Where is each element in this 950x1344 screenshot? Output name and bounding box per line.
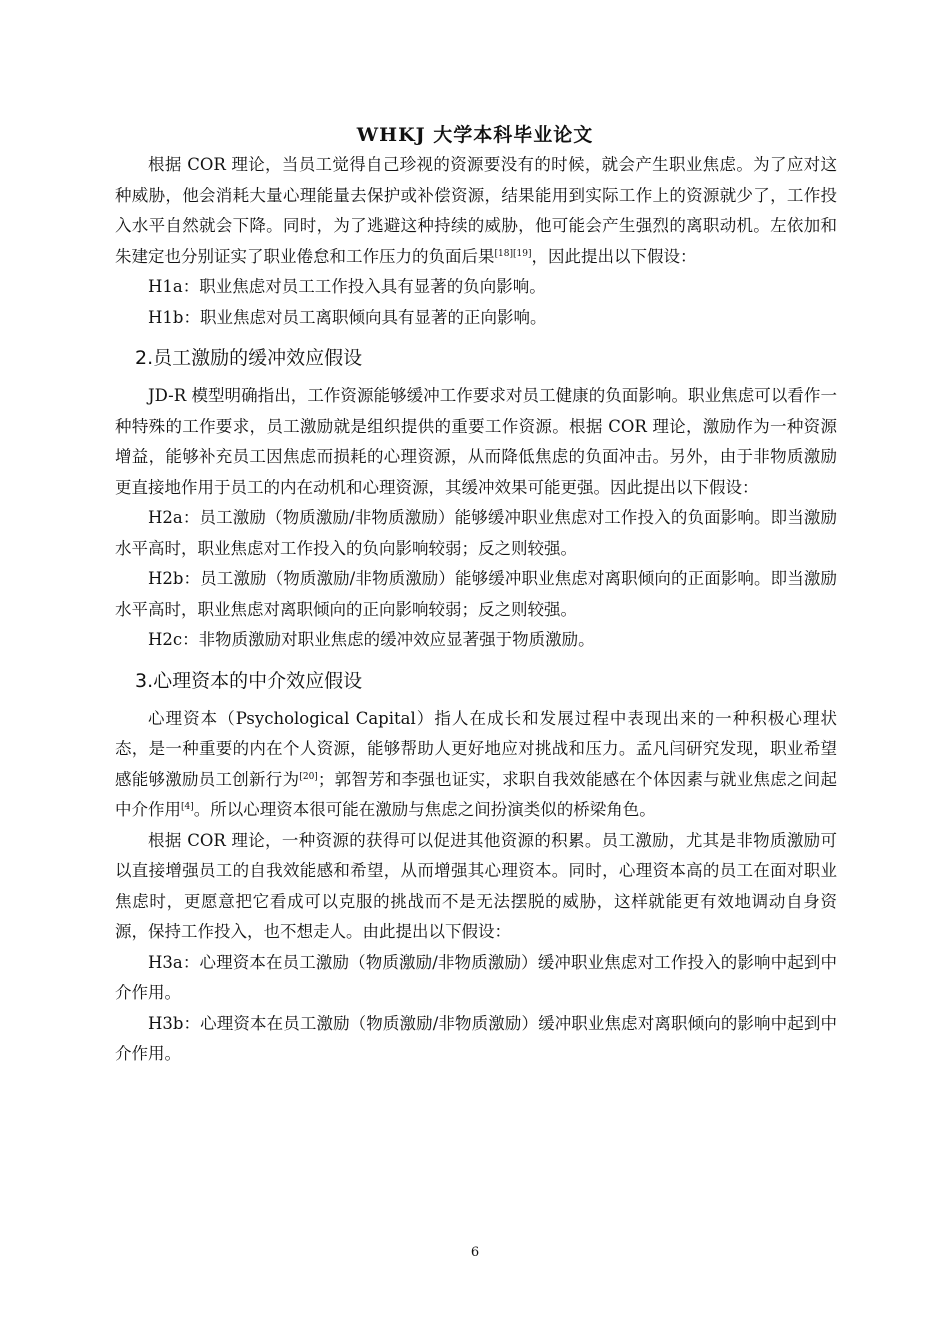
- hypothesis-h2b: H2b：员工激励（物质激励/非物质激励）能够缓冲职业焦虑对离职倾向的正面影响。即当激励水平高时，职业焦虑对离职倾向的正向影响较弱；反之则较强。: [115, 569, 837, 619]
- paragraph-text: 根据 COR 理论，当员工觉得自己珍视的资源要没有的时候，就会产生职业焦虑。为了应对这种威胁，他会消耗大量心理能量去保护或补偿资源，结果能用到实际工作上的资源就少了，工作投入水平自然就会下降。同时，为了逃避这种持续的威胁，他可能会产生强烈的离职动机。左依加和朱建定也分别证实了职业倦怠和工作压力的负面后果: [115, 155, 837, 266]
- page-header: WHKJ 大学本科毕业论文: [356, 124, 594, 146]
- paragraph-text: 。所以心理资本很可能在激励与焦虑之间扮演类似的桥梁角色。: [193, 800, 656, 819]
- paragraph-jdr-model: JD-R 模型明确指出，工作资源能够缓冲工作要求对员工健康的负面影响。职业焦虑可以看作一种特殊的工作要求，员工激励就是组织提供的重要工作资源。根据 COR 理论，激励作为一种资源增益，能够补充员工因焦虑而损耗的心理资源，从而降低焦虑的负面冲击。另外，由于非物质激励更直接地作用于员工的内在动机和心理资源，其缓冲效果可能更强。因此提出以下假设：: [115, 386, 837, 497]
- paragraph-cor-resources: 根据 COR 理论，一种资源的获得可以促进其他资源的积累。员工激励，尤其是非物质激励可以直接增强员工的自我效能感和希望，从而增强其心理资本。同时，心理资本高的员工在面对职业焦虑时，更愿意把它看成可以克服的挑战而不是无法摆脱的威胁，这样就能更有效地调动自身资源，保持工作投入，也不想走人。由此提出以下假设：: [115, 830, 837, 941]
- document-body: [115, 150, 837, 1070]
- section-heading-2: 2.员工激励的缓冲效应假设: [135, 347, 363, 369]
- section-heading-3: 3.心理资本的中介效应假设: [135, 669, 363, 692]
- paragraph-text: ，因此提出以下假设：: [531, 246, 697, 266]
- citation-ref: [18][19]: [494, 248, 532, 259]
- hypothesis-h3b: H3b：心理资本在员工激励（物质激励/非物质激励）缓冲职业焦虑对离职倾向的影响中起到中介作用。: [115, 1013, 837, 1063]
- hypothesis-h3a: H3a：心理资本在员工激励（物质激励/非物质激励）缓冲职业焦虑对工作投入的影响中起到中介作用。: [115, 952, 837, 1002]
- citation-ref: [20]: [299, 771, 318, 782]
- hypothesis-h1b: H1b：职业焦虑对员工离职倾向具有显著的正向影响。: [148, 307, 547, 327]
- page-number: 6: [470, 1245, 480, 1260]
- citation-ref: [4]: [181, 802, 194, 812]
- hypothesis-h2a: H2a：员工激励（物质激励/非物质激励）能够缓冲职业焦虑对工作投入的负面影响。即当激励水平高时，职业焦虑对工作投入的负向影响较弱；反之则较强。: [115, 508, 837, 558]
- paragraph-text: ；郭智芳和李强也证实，求职自我效能感在个体因素与就业焦虑之间起中介作用: [115, 769, 838, 819]
- hypothesis-h1a: H1a：职业焦虑对员工工作投入具有显著的负向影响。: [148, 277, 546, 296]
- paragraph-cor-anxiety: [115, 150, 837, 272]
- hypothesis-h2c: H2c：非物质激励对职业焦虑的缓冲效应显著强于物质激励。: [148, 630, 595, 649]
- paragraph-text: 心理资本（Psychological Capital）指人在成长和发展过程中表现出来的一种积极心理状态，是一种重要的内在个人资源，能够帮助人更好地应对挑战和压力。孟凡闫研究发现，职业希望感能够激励员工创新行为: [115, 708, 837, 789]
- paragraph-psychological-capital: [115, 704, 837, 826]
